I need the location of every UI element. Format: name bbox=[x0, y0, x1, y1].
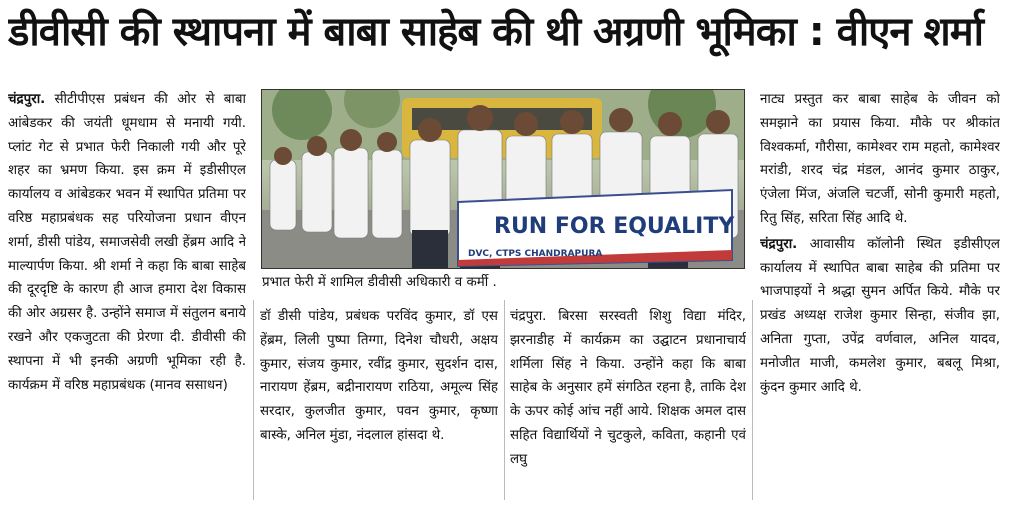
article-column-2 bbox=[260, 305, 498, 505]
column-1-text: सीटीपीएस प्रबंधन की ओर से बाबा आंबेडकर की जयंती धूमधाम से मनायी गयी. प्लांट गेट से प्रभात फेरी निकाली गयी और पूरे शहर का भ्रमण किया. इस क्रम में इडीसीएल कार्यालय व आंबेडकर भवन में स्थापित प्रतिमा पर वरिष्ठ महाप्रबंधक सह परियोजना प्रधान वीएन शर्मा, डीसी पांडेय, समाजसेवी लखी हेंब्रम आदि ने माल्यार्पण किया. श्री शर्मा ने कहा कि बाबा साहेब की दूरदृष्टि के कारण ही आज हमारा देश विकास की ओर अग्रसर है. उन्होंने समाज में संतुलन बनाये रखने और एकजुटता की प्रेरणा दी. डीवीसी की स्थापना में भी इनकी अग्रणी भूमिका रही है. कार्यक्रम में वरिष्ठ महाप्रबंधक (मानव ससाधन) bbox=[8, 92, 246, 393]
news-photo bbox=[261, 89, 745, 269]
photo-caption: प्रभात फेरी में शामिल डीवीसी अधिकारी व कर्मी . bbox=[262, 275, 497, 290]
column-4-text: नाट्य प्रस्तुत कर बाबा साहेब के जीवन को समझाने का प्रयास किया. मौके पर श्रीकांत विश्वकर्मा, गौरीसा, कामेश्वर राम महतो, कामेश्वर मरांडी, शरद चंद्र मंडल, आनंद कुमार ठाकुर, एंजेला मिंज, अंजलि चटर्जी, सोनी कुमारी महतो, रितु सिंह, सरिता सिंह आदि थे. bbox=[760, 92, 1000, 226]
rally-photo-illustration bbox=[262, 90, 744, 268]
banner-text: RUN FOR EQUALITY bbox=[494, 214, 735, 239]
second-story bbox=[760, 233, 1000, 400]
article-column-1 bbox=[8, 88, 246, 508]
column-divider bbox=[253, 300, 254, 500]
column-divider bbox=[752, 300, 753, 500]
dateline: चंद्रपुरा. bbox=[8, 92, 46, 107]
second-story-text: आवासीय कॉलोनी स्थित इडीसीएल कार्यालय में स्थापित बाबा साहेब की प्रतिमा पर भाजपाइयों ने श्रद्धा सुमन अर्पित किये. मौके पर प्रखंड अध्यक्ष राजेश कुमार सिन्हा, संजीव झा, अनिता गुप्ता, उपेंद्र वर्णवाल, अनिल यादव, मनोजीत माजी, कमलेश कुमार, बबलू मिश्रा, कुंदन कुमार आदि थे. bbox=[760, 236, 1000, 395]
article-column-4 bbox=[760, 88, 1000, 508]
column-divider bbox=[504, 300, 505, 500]
column-2-text: डॉ डीसी पांडेय, प्रबंधक परविंद कुमार, डॉ एस हेंब्रम, लिली पुष्पा तिग्गा, दिनेश चौधरी, अक्षय कुमार, संजय कुमार, रवींद्र कुमार, सुदर्शन दास, नारायण हेंब्रम, बद्रीनारायण राठिया, अमूल्य सिंह सरदार, कुलजीत कुमार, पवन कुमार, कृष्णा बास्के, अनिल मुंडा, नंदलाल हांसदा थे. bbox=[260, 309, 498, 443]
column-3-text: चंद्रपुरा. बिरसा सरस्वती शिशु विद्या मंदिर, झरनाडीह में कार्यक्रम का उद्घाटन प्रधानाचार्य शर्मिला सिंह ने किया. उन्होंने कहा कि बाबा साहेब के अनुसार हमें संगठित रहना है, ताकि देश के ऊपर कोई आंच नहीं आये. शिक्षक अमल दास सहित विद्यार्थियों ने चुटकुले, कविता, कहानी एवं लघु bbox=[510, 309, 746, 467]
article-column-3 bbox=[510, 305, 746, 505]
banner-subtext: DVC, CTPS CHANDRAPURA bbox=[468, 249, 603, 259]
dateline: चंद्रपुरा. bbox=[760, 236, 798, 252]
headline: डीवीसी की स्थापना में बाबा साहेब की थी अग्रणी भूमिका : वीएन शर्मा bbox=[8, 9, 983, 55]
